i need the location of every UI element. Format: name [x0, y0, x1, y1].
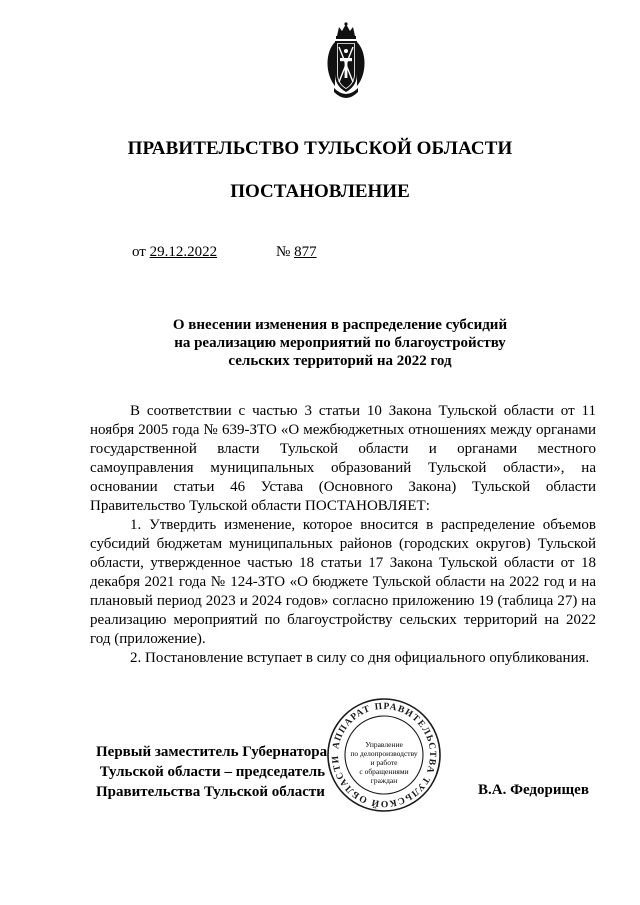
stamp-center-line: с обращениями: [359, 767, 409, 776]
body-paragraph-preamble: В соответствии с частью 3 статьи 10 Закона Тульской области от 11 ноября 2005 года № 639-ЗТО «О межбюджетных отношениях между органами государственной власти Тульской области и органами местного самоуправления муниципальных образований Тульской области», на основании статьи 46 Устава (Основного Закона) Тульской области Правительство Тульской области ПОСТАНОВЛЯЕТ:: [90, 403, 596, 514]
signer-position-line: Тульской области – председатель: [96, 764, 326, 780]
document-subject: [140, 316, 540, 370]
document-body: [90, 402, 596, 668]
signer-name: В.А. Федорищев: [478, 782, 589, 798]
number-value: 877: [294, 244, 317, 260]
subject-line: О внесении изменения в распределение субсидий: [172, 317, 508, 333]
date-prefix: от: [132, 244, 150, 260]
body-paragraph-item-1: 1. Утвердить изменение, которое вносится в распределение объемов субсидий бюджетам муниципальных районов (городских округов) Тульской области, утвержденное частью 18 статьи 17 Закона Тульской области от 18 декабря 2021 года № 124-ЗТО «О бюджете Тульской области на 2022 год и на плановый период 2023 и 2024 годов» согласно приложению 19 (таблица 27) на реализацию мероприятий по благоустройству сельских территорий на 2022 год (приложение).: [90, 517, 596, 647]
date-value: 29.12.2022: [149, 244, 218, 260]
stamp-center-line: Управление: [365, 740, 403, 749]
document-number: [276, 244, 317, 261]
number-prefix: №: [276, 244, 295, 260]
body-paragraph-item-2: 2. Постановление вступает в силу со дня официального опубликования.: [130, 650, 590, 666]
stamp-center-line: граждан: [370, 776, 398, 785]
document-type-heading: ПОСТАНОВЛЕНИЕ: [230, 181, 410, 202]
subject-line: сельских территорий на 2022 год: [228, 353, 452, 369]
stamp-center-line: по делопроизводству: [350, 749, 418, 758]
signer-position-line: Правительства Тульской области: [96, 784, 325, 800]
stamp-ring-text: АППАРАТ ПРАВИТЕЛЬСТВА ТУЛЬСКОЙ ОБЛАСТИ: [330, 701, 438, 809]
organization-title: ПРАВИТЕЛЬСТВО ТУЛЬСКОЙ ОБЛАСТИ: [127, 138, 513, 159]
subject-line: на реализацию мероприятий по благоустройству: [174, 335, 506, 351]
document-date: [132, 244, 217, 261]
coat-of-arms-icon: [323, 22, 369, 106]
stamp-center-line: и работе: [370, 758, 398, 767]
stamp-center-text: [340, 740, 428, 785]
signer-position-line: Первый заместитель Губернатора: [96, 744, 328, 760]
signer-position: [96, 742, 327, 802]
